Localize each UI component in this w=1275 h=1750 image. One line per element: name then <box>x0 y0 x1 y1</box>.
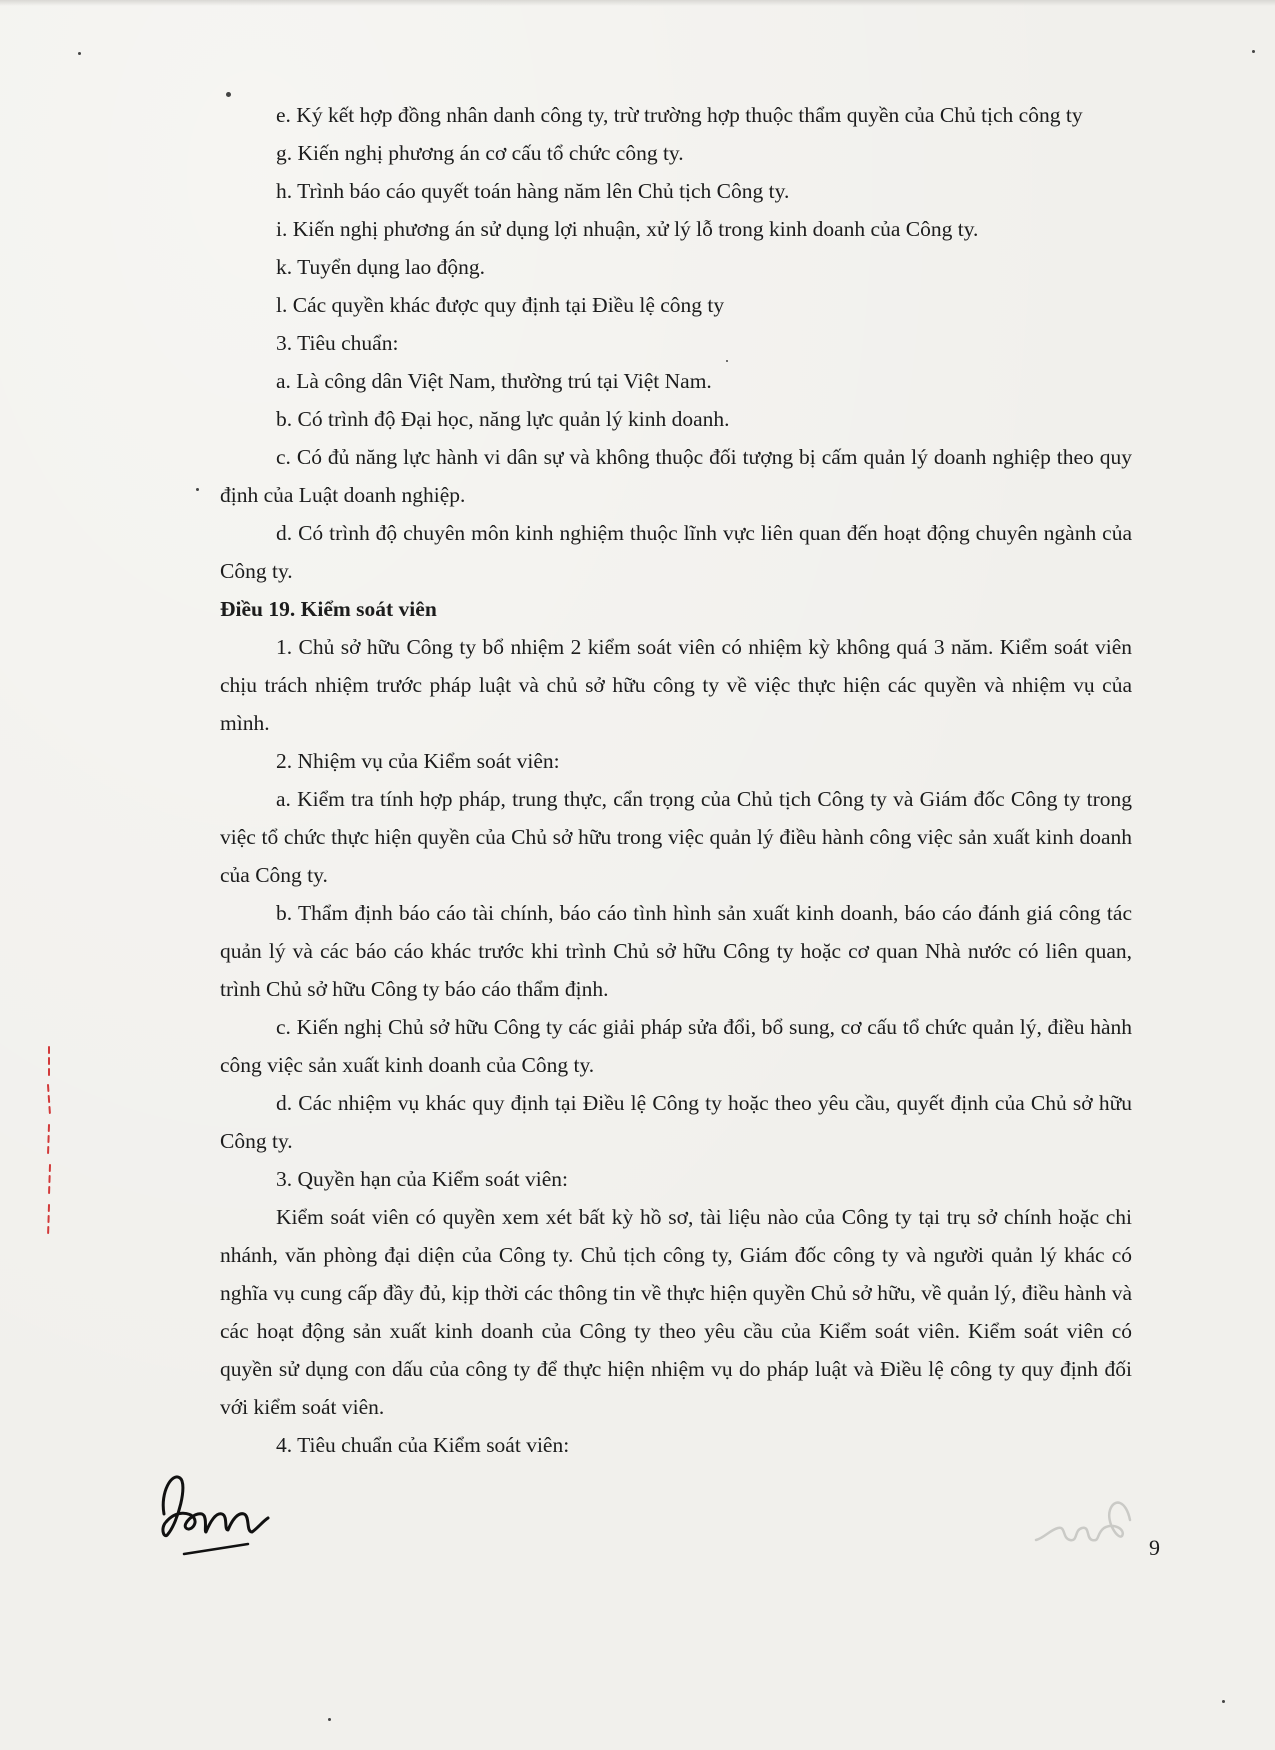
standard-d: d. Có trình độ chuyên môn kinh nghiệm thuộc lĩnh vực liên quan đến hoạt động chuyên ngành của Công ty. <box>220 521 1132 583</box>
standard-a: a. Là công dân Việt Nam, thường trú tại Việt Nam. <box>276 369 712 393</box>
rights-body: Kiểm soát viên có quyền xem xét bất kỳ hồ sơ, tài liệu nào của Công ty tại trụ sở chính hoặc chi nhánh, văn phòng đại diện của Công ty. Chủ tịch công ty, Giám đốc công ty và người quản lý khác có nghĩa vụ cung cấp đầy đủ, kịp thời các thông tin về thực hiện quyền Chủ sở hữu, về quản lý, điều hành và các hoạt động sản xuất kinh doanh của Công ty theo yêu cầu của Kiểm soát viên. Kiểm soát viên có quyền sử dụng con dấu của công ty để thực hiện nhiệm vụ do pháp luật và Điều lệ công ty quy định đối với kiểm soát viên. <box>220 1205 1132 1419</box>
duty-a: a. Kiểm tra tính hợp pháp, trung thực, cẩn trọng của Chủ tịch Công ty và Giám đốc Công ty trong việc tổ chức thực hiện quyền của Chủ sở hữu trong việc quản lý điều hành công việc sản xuất kinh doanh của Công ty. <box>220 787 1132 887</box>
clause-l: l. Các quyền khác được quy định tại Điều lệ công ty <box>276 293 725 317</box>
document-body <box>220 96 1132 1464</box>
clause-h: h. Trình báo cáo quyết toán hàng năm lên Chủ tịch Công ty. <box>276 179 790 203</box>
article-19-item-3: 3. Quyền hạn của Kiểm soát viên: <box>276 1167 568 1191</box>
scan-speck <box>78 52 81 55</box>
scan-speck <box>328 1718 331 1721</box>
standard-c: c. Có đủ năng lực hành vi dân sự và không thuộc đối tượng bị cấm quản lý doanh nghiệp theo quy định của Luật doanh nghiệp. <box>220 445 1132 507</box>
clause-i: i. Kiến nghị phương án sử dụng lợi nhuận, xử lý lỗ trong kinh doanh của Công ty. <box>276 217 979 241</box>
scan-speck <box>726 360 728 362</box>
red-margin-mark <box>44 1045 54 1240</box>
scan-speck <box>196 488 199 491</box>
article-19-item-1: 1. Chủ sở hữu Công ty bổ nhiệm 2 kiểm soát viên có nhiệm kỳ không quá 3 năm. Kiểm soát viên chịu trách nhiệm trước pháp luật và chủ sở hữu công ty về việc thực hiện các quyền và nhiệm vụ của mình. <box>220 635 1132 735</box>
article-19-heading: Điều 19. Kiểm soát viên <box>220 597 437 621</box>
scan-speck <box>1252 50 1255 53</box>
article-19-item-4: 4. Tiêu chuẩn của Kiểm soát viên: <box>276 1433 570 1457</box>
clause-k: k. Tuyển dụng lao động. <box>276 255 486 279</box>
clause-g: g. Kiến nghị phương án cơ cấu tổ chức công ty. <box>276 141 684 165</box>
clause-e: e. Ký kết hợp đồng nhân danh công ty, trừ trường hợp thuộc thẩm quyền của Chủ tịch công ty <box>276 103 1083 127</box>
handwritten-signature <box>150 1452 300 1562</box>
article-19-item-2: 2. Nhiệm vụ của Kiểm soát viên: <box>276 749 560 773</box>
bleed-through-signature <box>1030 1480 1140 1560</box>
duty-c: c. Kiến nghị Chủ sở hữu Công ty các giải pháp sửa đổi, bổ sung, cơ cấu tổ chức quản lý, điều hành công việc sản xuất kinh doanh của Công ty. <box>220 1015 1132 1077</box>
scan-speck <box>226 92 231 97</box>
page-number: 9 <box>1149 1535 1160 1560</box>
scan-edge <box>0 0 1275 6</box>
duty-b: b. Thẩm định báo cáo tài chính, báo cáo tình hình sản xuất kinh doanh, báo cáo đánh giá công tác quản lý và các báo cáo khác trước khi trình Chủ sở hữu Công ty hoặc cơ quan Nhà nước có liên quan, trình Chủ sở hữu Công ty báo cáo thẩm định. <box>220 901 1132 1001</box>
section-standards: 3. Tiêu chuẩn: <box>276 331 399 355</box>
scan-speck <box>1222 1700 1225 1703</box>
duty-d: d. Các nhiệm vụ khác quy định tại Điều lệ Công ty hoặc theo yêu cầu, quyết định của Chủ sở hữu Công ty. <box>220 1091 1132 1153</box>
standard-b: b. Có trình độ Đại học, năng lực quản lý kinh doanh. <box>276 407 730 431</box>
